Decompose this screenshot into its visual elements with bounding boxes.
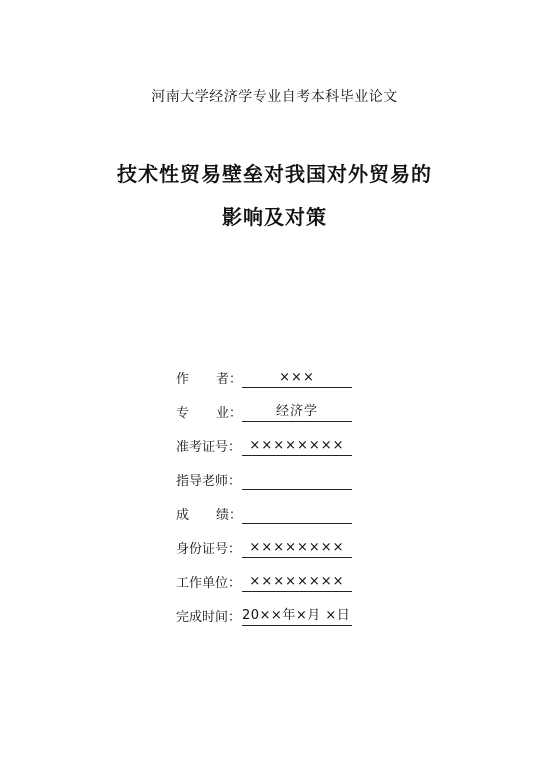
completion-label: 完成时间： (176, 610, 242, 625)
workplace-label: 工作单位： (176, 576, 242, 591)
id-card-value: ×××××××× (242, 540, 352, 558)
id-card-label: 身份证号： (176, 542, 242, 557)
completion-row (176, 604, 352, 626)
thesis-title-line-1: 技术性贸易壁垒对我国对外贸易的 (117, 162, 432, 186)
id-card-row (176, 536, 352, 558)
thesis-title-line-2: 影响及对策 (222, 205, 327, 229)
author-label: 作 者 ： (176, 372, 242, 387)
major-row (176, 400, 352, 422)
advisor-label: 指导老师： (176, 474, 242, 489)
document-header: 河南大学经济学专业自考本科毕业论文 (151, 89, 398, 105)
author-row (176, 366, 352, 388)
exam-id-label: 准考证号： (176, 440, 242, 455)
exam-id-row (176, 434, 352, 456)
exam-id-value: ×××××××× (242, 438, 352, 456)
major-value: 经济学 (242, 404, 352, 422)
advisor-value (242, 472, 352, 490)
workplace-value: ×××××××× (242, 574, 352, 592)
completion-value: 20××年×月 ×日 (242, 608, 352, 626)
grade-row (176, 502, 352, 524)
grade-value (242, 506, 352, 524)
advisor-row (176, 468, 352, 490)
major-label: 专 业 ： (176, 406, 242, 421)
author-value: ××× (242, 370, 352, 388)
workplace-row (176, 570, 352, 592)
grade-label: 成 绩 ： (176, 508, 242, 523)
